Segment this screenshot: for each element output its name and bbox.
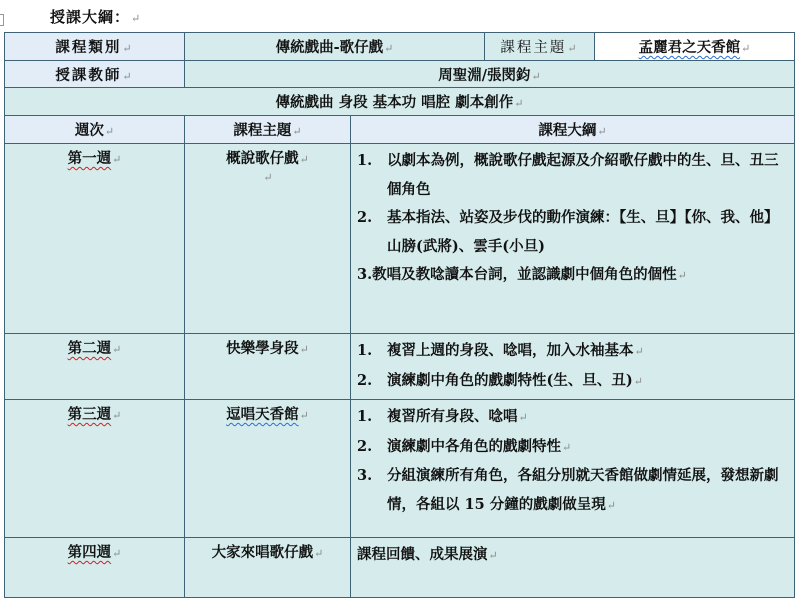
week-outline [351,538,795,598]
page-title: 授課大綱：↵ [50,8,142,26]
teacher-value: 周聖淵/張閔鈞↵ [185,61,795,88]
week-column-header: 週次↵ [5,116,185,144]
category-row [5,33,795,61]
outline-item: 課程回饋、成果展演↵ [357,546,498,563]
outline-item: 1. 複習上週的身段、唸唱，加入水袖基本↵ [357,342,644,359]
category-label: 課程類別↵ [5,33,185,61]
outline-item: 2. 基本指法、站姿及步伐的動作演練：【生、旦】【你、我、他】山膀(武將)、雲手(小旦) [357,209,779,255]
week-topic: 快樂學身段↵ [185,334,351,400]
teacher-label: 授課教師↵ [5,61,185,88]
topic-label: 課程主題↵ [485,33,595,61]
topic-value: 孟麗君之天香館↵ [595,33,795,61]
week-topic: 概說歌仔戲↵ ↵ [185,144,351,334]
outline-item: 2. 演練劇中角色的戲劇特性(生、旦、丑)↵ [357,371,643,389]
column-header-row [5,116,795,144]
week-row [5,334,795,400]
week-row [5,400,795,538]
topic-column-header: 課程主題↵ [185,116,351,144]
theme-row [5,88,795,116]
week-outline [351,400,795,538]
week-label: 第二週↵ [5,334,185,400]
week-outline [351,144,795,334]
teacher-row [5,61,795,88]
syllabus-table [4,32,795,598]
course-theme: 傳統戲曲 身段 基本功 唱腔 劇本創作↵ [5,88,795,116]
week-topic: 逗唱天香館↵ [185,400,351,538]
outline-item: 1. 複習所有身段、唸唱↵ [357,408,528,425]
outline-column-header: 課程大綱↵ [351,116,795,144]
week-label: 第一週↵ [5,144,185,334]
outline-item: 2. 演練劇中各角色的戲劇特性↵ [357,437,572,455]
outline-item: 3.教唱及教唸讀本台詞，並認識劇中個角色的個性↵ [357,266,687,283]
week-outline [351,334,795,400]
week-topic: 大家來唱歌仔戲↵ [185,538,351,598]
week-label: 第四週↵ [5,538,185,598]
week-row [5,144,795,334]
outline-item: 3. 分組演練所有角色，各組分別就天香館做劇情延展，發想新劇情，各組以 15 分鐘的戲劇做呈現↵ [357,467,779,513]
margin-marker [0,14,4,26]
week-label: 第三週↵ [5,400,185,538]
outline-item: 1. 以劇本為例，概說歌仔戲起源及介紹歌仔戲中的生、旦、丑三個角色 [357,152,779,198]
category-value: 傳統戲曲-歌仔戲↵ [185,33,485,61]
week-row [5,538,795,598]
